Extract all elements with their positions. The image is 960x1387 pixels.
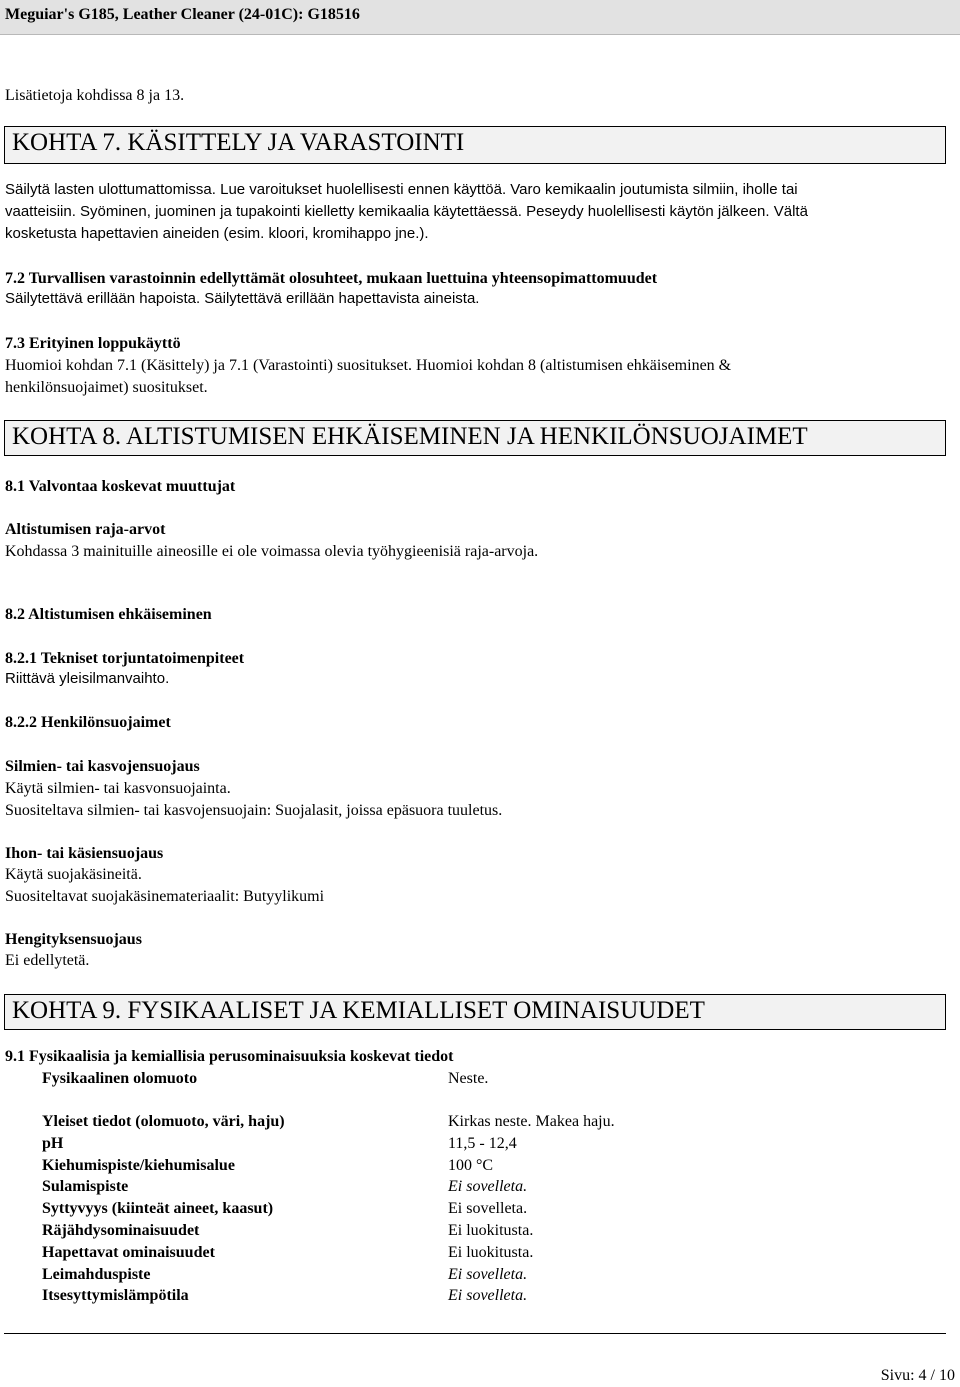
eye-protection-title: Silmien- tai kasvojensuojaus [5,758,200,775]
property-value: Kirkas neste. Makea haju. [448,1113,615,1130]
physical-state-label: Fysikaalinen olomuoto [42,1070,198,1087]
footer-divider [4,1333,946,1334]
respiratory-protection-title: Hengityksensuojaus [5,931,142,948]
skin-protection-line-2: Suositeltavat suojakäsinemateriaalit: Butyylikumi [5,888,325,905]
exposure-limits-text: Kohdassa 3 mainituille aineosille ei ole voimassa olevia työhygieenisiä raja-arvoja. [5,543,539,560]
document-header [0,0,960,35]
subsection-7-3-title: 7.3 Erityinen loppukäyttö [5,335,181,352]
property-label: Itsesyttymislämpötila [42,1287,189,1305]
property-value: Ei luokitusta. [448,1243,534,1261]
subsection-7-2-text: Säilytettävä erillään hapoista. Säilytettävä erillään hapettavista aineista. [5,290,480,307]
intro-text: Lisätietoja kohdissa 8 ja 13. [5,87,185,104]
property-value: 100 °C [448,1156,494,1174]
property-value: Ei sovelleta. [448,1287,528,1305]
property-value: Ei sovelleta. [448,1178,528,1196]
handling-line-1: Säilytä lasten ulottumattomissa. Lue varoitukset huolellisesti ennen käyttöä. Varo kemikaalin joutumista silmiin, iholle tai [5,181,798,198]
handling-line-3: kosketusta hapettavien aineiden (esim. kloori, kromihappo jne.). [5,225,429,242]
subsection-7-3-line-1: Huomioi kohdan 7.1 (Käsittely) ja 7.1 (Varastointi) suositukset. Huomioi kohdan 8 (altistumisen ehkäiseminen & [5,357,732,374]
eye-protection-line-1: Käytä silmien- tai kasvonsuojainta. [5,780,231,797]
handling-line-2: vaatteisiin. Syöminen, juominen ja tupakointi kielletty kemikaalia käytettäessä. Peseydy huolellisesti käytön jälkeen. Vältä [5,203,808,220]
property-label: Yleiset tiedot (olomuoto, väri, haju) [42,1113,285,1130]
section-7-heading [4,126,946,164]
subsection-9-1-title: 9.1 Fysikaalisia ja kemiallisia perusominaisuuksia koskevat tiedot [5,1048,454,1065]
section-8-heading-text: KOHTA 8. ALTISTUMISEN EHKÄISEMINEN JA HENKILÖNSUOJAIMET [12,423,808,450]
property-value: Ei sovelleta. [448,1200,528,1218]
section-8-heading [4,420,946,456]
subsection-8-2-1-text: Riittävä yleisilmanvaihto. [5,670,170,687]
exposure-limits-title: Altistumisen raja-arvot [5,521,166,538]
physical-state-value: Neste. [448,1070,489,1087]
property-label: Syttyvyys (kiinteät aineet, kaasut) [42,1200,274,1218]
property-label: pH [42,1134,64,1152]
page-number: Sivu: 4 / 10 [880,1367,955,1384]
property-value: 11,5 - 12,4 [448,1134,517,1152]
property-label: Sulamispiste [42,1178,129,1196]
subsection-8-2-1-title: 8.2.1 Tekniset torjuntatoimenpiteet [5,650,245,667]
eye-protection-line-2: Suositeltava silmien- tai kasvojensuojain: Suojalasit, joissa epäsuora tuuletus. [5,802,503,819]
property-value: Ei sovelleta. [448,1265,528,1283]
property-value: Ei luokitusta. [448,1222,534,1239]
skin-protection-title: Ihon- tai käsiensuojaus [5,845,164,862]
subsection-8-1-title: 8.1 Valvontaa koskevat muuttujat [5,478,236,495]
document-title: Meguiar's G185, Leather Cleaner (24-01C): G18516 [5,6,360,23]
section-9-heading [4,994,946,1030]
subsection-7-2-title: 7.2 Turvallisen varastoinnin edellyttämät olosuhteet, mukaan luettuina yhteensopimattomuudet [5,270,658,287]
subsection-8-2-2-title: 8.2.2 Henkilönsuojaimet [5,714,171,731]
subsection-7-3-line-2: henkilönsuojaimet) suositukset. [5,379,208,396]
property-label: Räjähdysominaisuudet [42,1222,200,1239]
section-7-heading-text: KOHTA 7. KÄSITTELY JA VARASTOINTI [12,129,465,156]
subsection-8-2-title: 8.2 Altistumisen ehkäiseminen [5,606,212,623]
property-label: Leimahduspiste [42,1265,151,1283]
respiratory-protection-text: Ei edellytetä. [5,952,90,969]
property-label: Hapettavat ominaisuudet [42,1243,215,1261]
property-label: Kiehumispiste/kiehumisalue [42,1156,235,1174]
skin-protection-line-1: Käytä suojakäsineitä. [5,866,142,883]
section-9-heading-text: KOHTA 9. FYSIKAALISET JA KEMIALLISET OMINAISUUDET [12,997,705,1024]
